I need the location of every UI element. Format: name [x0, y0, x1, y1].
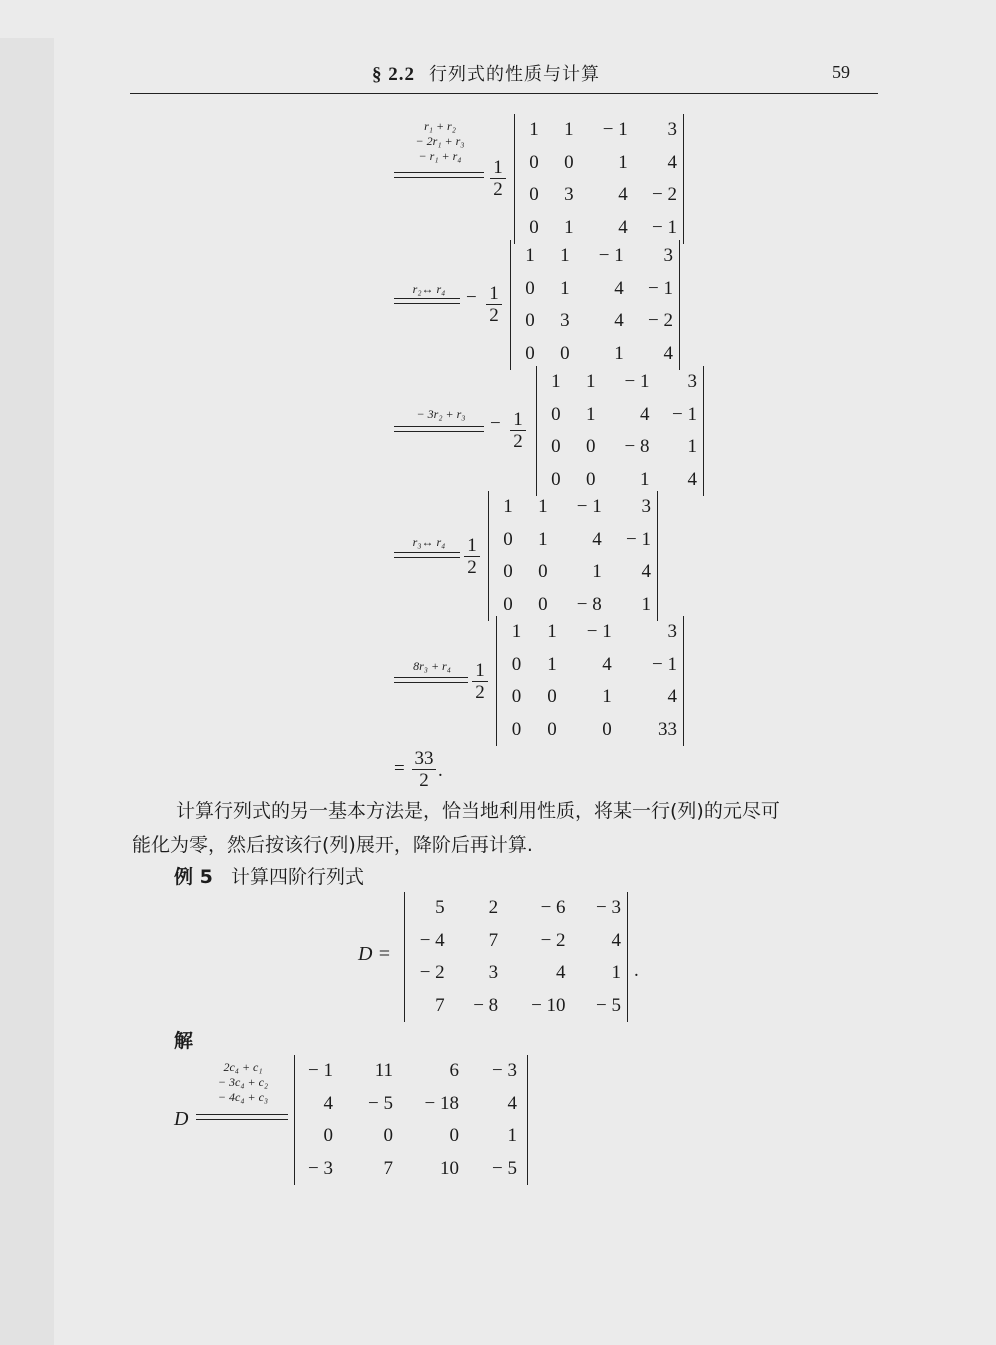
cell: 4: [507, 1092, 517, 1114]
determinant: [404, 892, 628, 1022]
frac-denominator: 2: [467, 557, 477, 578]
cell: 4: [611, 929, 621, 951]
cell: 4: [614, 277, 624, 299]
example-text: 计算四阶行列式: [230, 866, 364, 888]
cell: − 2: [540, 929, 566, 951]
cell: − 2: [419, 962, 445, 984]
cell: 1: [503, 496, 513, 518]
frac-numerator: 33: [414, 748, 434, 769]
row-operations: [394, 659, 470, 674]
result-fraction: [412, 748, 436, 791]
column-operations: [196, 1060, 290, 1105]
cell: 1: [564, 216, 574, 238]
cell: 33: [658, 718, 677, 740]
period: .: [634, 960, 639, 981]
cell: − 10: [531, 994, 566, 1016]
equals-arrow: [394, 298, 460, 304]
cell: − 1: [652, 216, 677, 238]
cell: 3: [687, 371, 697, 393]
cell: 1: [511, 621, 522, 643]
cell: 3: [663, 245, 673, 267]
determinant: [510, 240, 680, 370]
cell: − 8: [624, 436, 650, 458]
cell: 11: [374, 1060, 393, 1082]
row-operations: [394, 407, 488, 422]
op-line: 2c₄ + c₁: [223, 1060, 263, 1074]
cell: − 1: [598, 245, 624, 267]
cell: 4: [663, 342, 673, 364]
minus-sign: −: [490, 413, 501, 434]
cell: 3: [667, 621, 677, 643]
equals-arrow: [394, 552, 460, 558]
cell: 7: [488, 929, 499, 951]
cell: − 5: [596, 994, 621, 1016]
cell: 1: [585, 371, 596, 393]
cell: 10: [440, 1157, 459, 1179]
cell: 1: [614, 342, 624, 364]
cell: 0: [547, 686, 557, 708]
cell: − 1: [626, 528, 651, 550]
cell: − 1: [602, 119, 628, 141]
op-line: r₂↔ r₄: [412, 282, 446, 296]
frac-numerator: 1: [475, 660, 485, 681]
cell: − 1: [586, 621, 612, 643]
cell: − 1: [624, 371, 650, 393]
cell: 4: [556, 962, 566, 984]
cell: − 8: [473, 994, 499, 1016]
coefficient-fraction: [486, 283, 502, 326]
frac-denominator: 2: [475, 682, 485, 703]
determinant: [488, 491, 658, 621]
example-label: 例 5: [174, 866, 213, 888]
cell: 0: [383, 1125, 393, 1147]
cell: 4: [618, 216, 628, 238]
cell: − 3: [308, 1157, 333, 1179]
cell: 6: [449, 1060, 459, 1082]
frac-denominator: 2: [493, 179, 503, 200]
equals-arrow: [196, 1114, 288, 1120]
frac-denominator: 2: [513, 431, 523, 452]
page-number: 59: [832, 62, 850, 82]
cell: 0: [560, 342, 570, 364]
cell: 1: [641, 593, 651, 615]
cell: 0: [525, 310, 535, 332]
cell: 0: [585, 436, 596, 458]
cell: 1: [538, 496, 548, 518]
cell: 0: [511, 718, 522, 740]
cell: 1: [564, 119, 574, 141]
cell: 1: [547, 621, 557, 643]
cell: − 1: [652, 653, 677, 675]
cell: 3: [488, 962, 499, 984]
cell: 0: [503, 528, 513, 550]
cell: − 1: [672, 403, 697, 425]
cell: 1: [529, 119, 539, 141]
op-line: r₃↔ r₄: [412, 535, 446, 549]
cell: 4: [602, 653, 612, 675]
equals-arrow: [394, 677, 468, 683]
cell: 7: [383, 1157, 393, 1179]
coefficient-fraction: [464, 535, 480, 578]
cell: 1: [639, 468, 650, 490]
row-operations: [394, 535, 464, 550]
cell: − 2: [648, 310, 673, 332]
cell: 0: [538, 593, 548, 615]
cell: 0: [529, 151, 539, 173]
cell: 1: [687, 436, 697, 458]
cell: 0: [323, 1125, 333, 1147]
coefficient-fraction: [510, 409, 526, 452]
frac-numerator: 1: [467, 535, 477, 556]
cell: 0: [538, 561, 548, 583]
cell: 4: [687, 468, 697, 490]
cell: 7: [435, 994, 445, 1016]
cell: 3: [641, 496, 651, 518]
equals-sign: =: [394, 758, 405, 779]
cell: − 1: [576, 496, 602, 518]
cell: 1: [560, 277, 570, 299]
cell: 0: [529, 184, 539, 206]
cell: 5: [435, 897, 445, 919]
cell: 4: [667, 151, 677, 173]
cell: − 1: [308, 1060, 333, 1082]
equals-arrow: [394, 426, 484, 432]
paragraph-line: 计算行列式的另一基本方法是，恰当地利用性质，将某一行(列)的元尽可: [176, 800, 780, 822]
cell: 1: [507, 1125, 517, 1147]
solution-lhs: D: [174, 1108, 189, 1130]
frac-denominator: 2: [419, 770, 429, 791]
cell: 4: [667, 686, 677, 708]
cell: 0: [529, 216, 539, 238]
frac-numerator: 1: [513, 409, 523, 430]
cell: − 18: [424, 1092, 459, 1114]
cell: 0: [525, 277, 535, 299]
determinant: [294, 1055, 528, 1185]
period: .: [438, 760, 443, 781]
solution-label: 解: [174, 1030, 194, 1052]
cell: 1: [585, 403, 596, 425]
cell: 0: [551, 436, 561, 458]
section-title: 行列式的性质与计算: [429, 64, 600, 85]
cell: − 4: [419, 929, 445, 951]
determinant-lhs: D =: [358, 943, 391, 965]
cell: 1: [551, 371, 561, 393]
determinant: [496, 616, 684, 746]
cell: 0: [503, 561, 513, 583]
cell: − 3: [492, 1060, 517, 1082]
cell: 1: [611, 962, 621, 984]
cell: − 3: [596, 897, 621, 919]
cell: 1: [592, 561, 602, 583]
cell: 0: [503, 593, 513, 615]
cell: 4: [614, 310, 624, 332]
cell: 0: [585, 468, 596, 490]
frac-denominator: 2: [489, 305, 499, 326]
cell: 0: [511, 686, 522, 708]
cell: 4: [639, 403, 650, 425]
op-line: − 3r₂ + r₃: [416, 407, 466, 421]
frac-numerator: 1: [493, 157, 503, 178]
cell: 1: [547, 653, 557, 675]
coefficient-fraction: [490, 157, 506, 200]
cell: 0: [449, 1125, 459, 1147]
cell: 0: [551, 403, 561, 425]
op-line: r₁ + r₂: [424, 119, 456, 133]
coefficient-fraction: [472, 660, 488, 703]
cell: 4: [641, 561, 651, 583]
cell: − 5: [368, 1092, 393, 1114]
header-rule: [130, 93, 878, 94]
determinant: [514, 114, 684, 244]
cell: − 6: [540, 897, 566, 919]
frac-numerator: 1: [489, 283, 499, 304]
cell: 0: [547, 718, 557, 740]
cell: 0: [602, 718, 612, 740]
row-operations: [394, 119, 486, 164]
op-line: − 2r₁ + r₃: [415, 134, 465, 148]
example-heading: [174, 862, 364, 889]
cell: 0: [511, 653, 522, 675]
cell: 1: [602, 686, 612, 708]
cell: − 5: [492, 1157, 517, 1179]
cell: 0: [551, 468, 561, 490]
cell: − 2: [652, 184, 677, 206]
cell: 1: [560, 245, 570, 267]
cell: 3: [560, 310, 570, 332]
cell: 4: [618, 184, 628, 206]
determinant: [536, 366, 704, 496]
cell: 0: [525, 342, 535, 364]
cell: 4: [323, 1092, 333, 1114]
equals-arrow: [394, 172, 484, 178]
minus-sign: −: [466, 287, 477, 308]
cell: 1: [538, 528, 548, 550]
row-operations: [394, 282, 464, 297]
running-header: [372, 60, 600, 86]
op-line: − r₁ + r₄: [418, 149, 462, 163]
cell: 1: [618, 151, 628, 173]
cell: 1: [525, 245, 535, 267]
page-edge-shadow: [0, 38, 54, 1345]
cell: 4: [592, 528, 602, 550]
cell: − 1: [648, 277, 673, 299]
paragraph-line: 能化为零，然后按该行(列)展开，降阶后再计算.: [132, 834, 533, 856]
op-line: − 3c₄ + c₂: [217, 1075, 269, 1089]
cell: 3: [667, 119, 677, 141]
cell: − 8: [576, 593, 602, 615]
cell: 2: [488, 897, 499, 919]
op-line: − 4c₄ + c₃: [217, 1090, 269, 1104]
cell: 0: [564, 151, 574, 173]
cell: 3: [564, 184, 574, 206]
section-number: § 2.2: [372, 64, 415, 85]
op-line: 8r₃ + r₄: [413, 659, 451, 673]
